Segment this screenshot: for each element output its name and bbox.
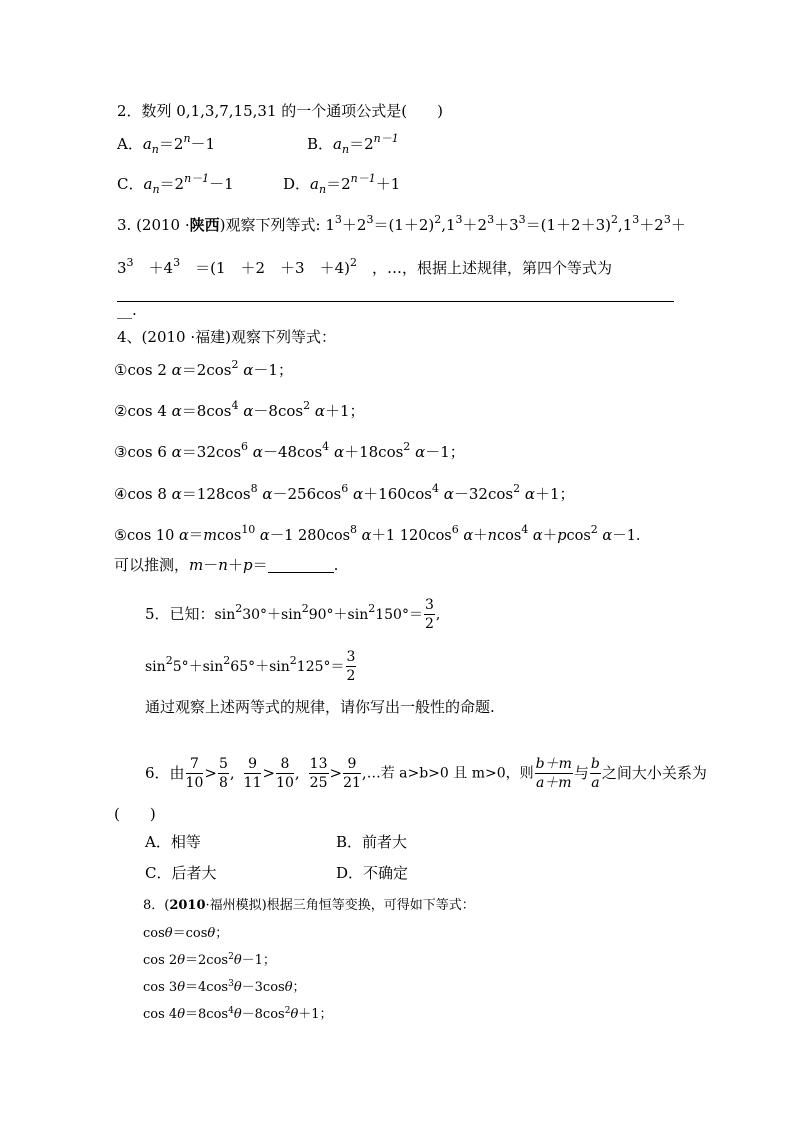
q8-line3: $\cos 3\theta=4\cos^3\theta-3\cos\theta$；	[143, 979, 306, 995]
q6-frac-2: $\frac{5}{8}$	[218, 756, 228, 791]
q6-option-a: A．相等	[145, 833, 201, 851]
q4-eq2: ②cos 4 $\alpha=8\cos^4$ $\alpha-8\cos^2$ α＋1；	[114, 399, 365, 420]
q4-eq4: ④cos 8 $\alpha=128\cos^8$ $\alpha-256\cos^6$ $\alpha+160\cos^4$ $\alpha-32\cos^2$ α＋1；	[114, 482, 575, 503]
q5-ask: 通过观察上述两等式的规律，请你写出一般性的命题.	[145, 698, 495, 716]
q5-fraction-1: $\frac{3}{2}$	[424, 597, 434, 632]
q6-option-c: C．后者大	[145, 864, 217, 882]
q4-stem: 4、(2010 ·福建)观察下列等式：	[117, 328, 336, 346]
q3-line2: $3^3$ $+4^3$ ＝(1 ＋2 ＋3 ＋4)$^2$ ，…，根据上述规律，第四个等式为	[117, 256, 612, 277]
q5-fraction-2: $\frac{3}{2}$	[346, 649, 356, 684]
q6-frac-4: $\frac{8}{10}$	[276, 756, 294, 791]
q4-eq3: ③cos 6 $\alpha=32\cos^6$ $\alpha-48\cos^4$ $\alpha+18\cos^2$ α－1；	[114, 440, 465, 461]
q8-line2: $\cos 2\theta=2\cos^2\theta-1$；	[143, 952, 276, 968]
q5-line2: $\sin^25^\circ+\sin^265^\circ+\sin^2125^\circ=$ $\frac{3}{2}$	[145, 649, 356, 684]
q4-ask: 可以推测，m－n＋p＝ .	[114, 556, 339, 574]
q6-paren: ( )	[114, 805, 156, 823]
q2-option-a: A．$a_n=2^n-1$	[117, 132, 216, 156]
q4-eq5: ⑤cos 10 α＝mcos$^{10}$ α－1 $280\cos^8$ α＋1 $120\cos^6$ α＋ncos$^4$ α＋pcos$^2$ α－1.	[114, 523, 641, 544]
q8-stem: 8．(2010·福州模拟)根据三角恒等变换，可得如下等式：	[143, 898, 475, 913]
q5-line1: 5．已知：$\sin^230^\circ+\sin^290^\circ+\sin^2150^\circ=$ $\frac{3}{2}$ ,	[145, 597, 441, 632]
q6-frac-6: $\frac{9}{21}$	[343, 756, 361, 791]
q4-eq1: ①cos 2 $\alpha=2\cos^2$ α－1；	[114, 358, 293, 379]
q6-frac-small: $\frac{b}{a}$	[590, 756, 600, 791]
q3-tail: __.	[117, 301, 137, 319]
q2-option-c: C．$a_n=2^{n-1}-1$	[117, 172, 234, 196]
q3-answer-line	[117, 301, 674, 302]
q6-stem: 6．由 $\frac{7}{10}$ > $\frac{5}{8}$ , $\frac{9}{11}$ > $\frac{8}{10}$ , $\frac{13}{25}$ > $\frac{9}{21}$ ,…若 a>b>0 且 m>0，则 $\frac{b+m}{a+m}$ 与 $\frac{b}{a}$ 之间大小关系为	[145, 756, 707, 791]
q6-frac-3: $\frac{9}{11}$	[243, 756, 262, 791]
q4-answer-blank	[268, 558, 334, 573]
q8-line4: $\cos 4\theta=8\cos^4\theta-8\cos^2\theta+1$；	[143, 1006, 333, 1022]
q6-frac-big: $\frac{b+m}{a+m}$	[535, 756, 572, 791]
q6-option-d: D．不确定	[336, 864, 409, 882]
q6-option-b: B．前者大	[336, 833, 408, 851]
q2-stem: 2．数列 0,1,3,7,15,31 的一个通项公式是( )	[117, 102, 443, 120]
q6-frac-1: $\frac{7}{10}$	[185, 756, 204, 791]
q3-line1: 3. (2010 ·陕西)观察下列等式: $1^3+2^3=(1+2)^2,1^3+2^3+3^3=(1+2+3)^2,1^3+2^3+$	[117, 213, 686, 234]
q6-frac-5: $\frac{13}{25}$	[309, 756, 328, 791]
q2-option-b: B．$a_n=2^{n-1}$	[307, 132, 399, 156]
q2-option-d: D．$a_n=2^{n-1}+1$	[283, 172, 401, 196]
q8-line1: cosθ＝cosθ；	[143, 926, 229, 941]
